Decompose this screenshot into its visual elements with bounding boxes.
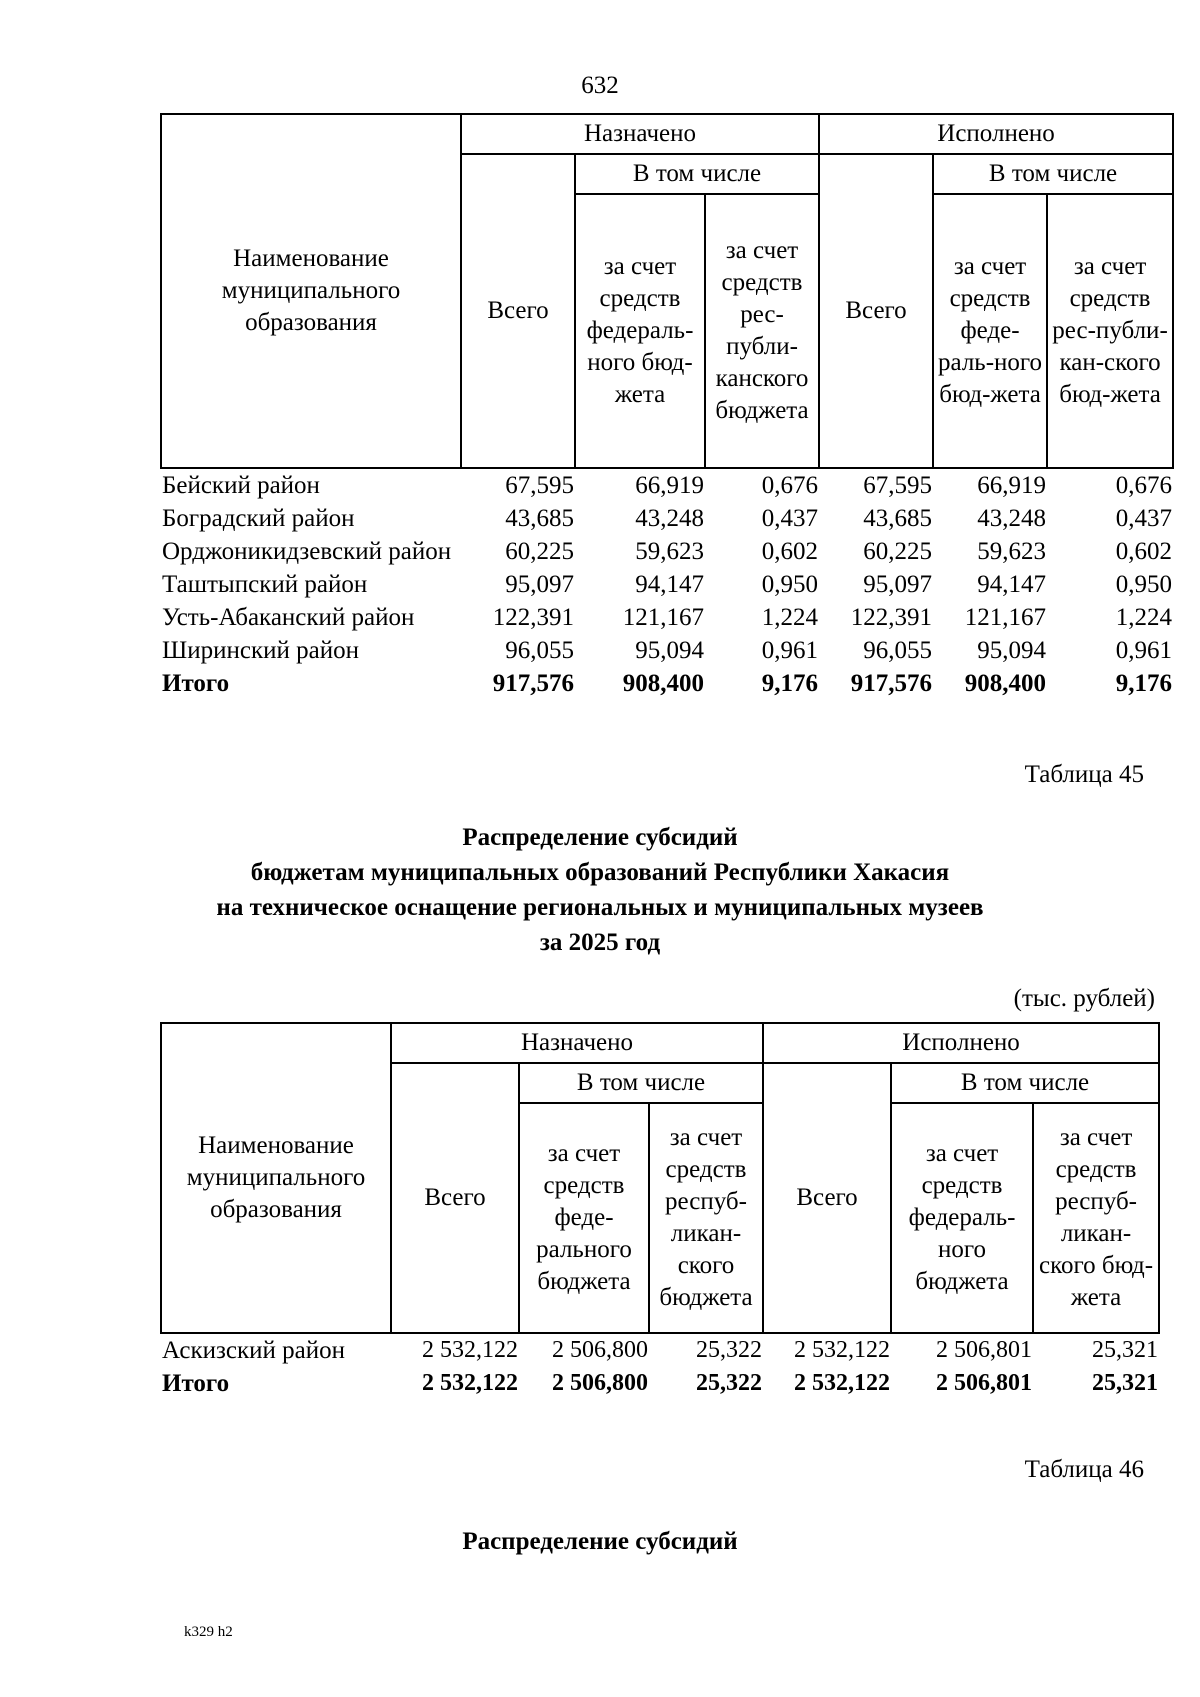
cell-value: 43,248: [635, 505, 704, 532]
cell-value: 95,097: [505, 571, 574, 598]
header-executed-federal: за счет средств феде-раль-ного бюд-жета: [933, 194, 1047, 468]
header-assigned-including: В том числе: [519, 1063, 763, 1103]
cell-value: 2 506,800: [552, 1337, 648, 1363]
cell-value: 95,097: [863, 571, 933, 598]
table-row: [161, 468, 1173, 502]
cell-value: 0,437: [761, 505, 819, 532]
row-name: Таштыпский район: [162, 571, 368, 598]
footer-code: k329 h2: [184, 1624, 233, 1640]
table-45-title: [0, 820, 1200, 960]
units-label: (тыс. рублей): [1013, 985, 1155, 1012]
total-label: Итого: [162, 1370, 230, 1397]
total-value: 908,400: [622, 670, 704, 697]
row-name: Ширинский район: [162, 637, 359, 664]
total-value: 2 506,801: [936, 1370, 1033, 1396]
total-value: 25,321: [1092, 1370, 1159, 1396]
cell-value: 0,602: [1115, 538, 1173, 565]
subsidy-table-45: [160, 1022, 1160, 1400]
row-name: Бейский район: [162, 472, 320, 499]
title-line: за 2025 год: [539, 929, 661, 956]
table-row: [161, 535, 1173, 568]
cell-value: 0,676: [1115, 472, 1173, 499]
cell-value: 59,623: [977, 538, 1047, 565]
header-municipality: Наименование муниципального образования: [161, 114, 461, 468]
total-value: 917,576: [492, 670, 574, 697]
cell-value: 67,595: [505, 472, 574, 499]
header-assigned-republic: за счет средств рес-публи-канского бюджета: [705, 194, 819, 468]
cell-value: 59,623: [635, 538, 704, 565]
header-executed-including: В том числе: [891, 1063, 1159, 1103]
header-executed: Исполнено: [819, 114, 1173, 154]
cell-value: 43,685: [505, 505, 574, 532]
header-assigned: Назначено: [391, 1023, 763, 1063]
row-name: Орджоникидзевский район: [162, 538, 452, 565]
table-row: [161, 634, 1173, 667]
header-municipality: Наименование муниципального образования: [161, 1023, 391, 1333]
header-executed-federal: за счет средств федераль-ного бюджета: [891, 1103, 1033, 1333]
cell-value: 25,322: [696, 1337, 763, 1363]
row-name: Боградский район: [162, 505, 355, 532]
header-executed-republic: за счет средств рес-публи-кан-ского бюд-жета: [1047, 194, 1173, 468]
total-value: 9,176: [1115, 670, 1173, 697]
cell-value: 0,961: [1115, 637, 1173, 664]
cell-value: 43,248: [977, 505, 1047, 532]
total-value: 2 532,122: [794, 1370, 891, 1396]
cell-value: 121,167: [964, 604, 1047, 631]
cell-value: 122,391: [850, 604, 933, 631]
cell-value: 60,225: [863, 538, 933, 565]
cell-value: 0,676: [761, 472, 819, 499]
total-value: 25,322: [696, 1370, 763, 1396]
row-name: Аскизский район: [162, 1337, 346, 1364]
total-row: [161, 667, 1173, 700]
cell-value: 95,094: [635, 637, 704, 664]
cell-value: 66,919: [635, 472, 704, 499]
header-executed-republic: за счет средств респуб-ликан-ского бюд-жета: [1033, 1103, 1159, 1333]
cell-value: 43,685: [863, 505, 933, 532]
table-row: [161, 568, 1173, 601]
total-label: Итого: [162, 670, 230, 697]
table-45-caption: Таблица 45: [1024, 761, 1144, 788]
header-assigned-federal: за счет средств феде-рального бюджета: [519, 1103, 649, 1333]
table-46-caption: Таблица 46: [1024, 1456, 1144, 1483]
title-line: Распределение субсидий: [462, 824, 738, 851]
cell-value: 0,602: [761, 538, 819, 565]
table-46-title: Распределение субсидий: [462, 1528, 738, 1555]
subsidy-table-continued: [160, 113, 1174, 700]
header-assigned-total: Всего: [461, 154, 575, 468]
cell-value: 60,225: [505, 538, 574, 565]
header-assigned-federal: за счет средств федераль-ного бюд-жета: [575, 194, 705, 468]
table-row: [161, 601, 1173, 634]
total-value: 917,576: [850, 670, 933, 697]
cell-value: 96,055: [505, 637, 574, 664]
cell-value: 96,055: [863, 637, 933, 664]
cell-value: 0,950: [761, 571, 819, 598]
header-executed-including: В том числе: [933, 154, 1173, 194]
cell-value: 0,961: [761, 637, 819, 664]
cell-value: 121,167: [622, 604, 704, 631]
header-executed-total: Всего: [763, 1063, 891, 1333]
cell-value: 66,919: [977, 472, 1047, 499]
cell-value: 1,224: [761, 604, 819, 631]
total-value: 9,176: [761, 670, 819, 697]
header-assigned-total: Всего: [391, 1063, 519, 1333]
title-line: на техническое оснащение региональных и муниципальных музеев: [216, 894, 984, 921]
cell-value: 95,094: [977, 637, 1047, 664]
row-name: Усть-Абаканский район: [162, 604, 415, 631]
cell-value: 67,595: [863, 472, 933, 499]
header-executed: Исполнено: [763, 1023, 1159, 1063]
page-number: 632: [581, 72, 619, 99]
cell-value: 122,391: [492, 604, 574, 631]
cell-value: 94,147: [977, 571, 1047, 598]
total-value: 2 506,800: [552, 1370, 648, 1396]
table-row: [161, 502, 1173, 535]
header-executed-total: Всего: [819, 154, 933, 468]
cell-value: 94,147: [635, 571, 704, 598]
cell-value: 2 532,122: [422, 1337, 518, 1363]
title-line: бюджетам муниципальных образований Республики Хакасия: [250, 859, 950, 886]
total-value: 2 532,122: [422, 1370, 518, 1396]
header-assigned-including: В том числе: [575, 154, 819, 194]
total-value: 908,400: [964, 670, 1047, 697]
table-row: [161, 1333, 1159, 1367]
cell-value: 0,950: [1115, 571, 1173, 598]
cell-value: 0,437: [1115, 505, 1173, 532]
header-assigned: Назначено: [461, 114, 819, 154]
cell-value: 2 532,122: [794, 1337, 891, 1363]
cell-value: 2 506,801: [936, 1337, 1033, 1363]
cell-value: 1,224: [1115, 604, 1173, 631]
total-row: [161, 1367, 1159, 1400]
header-assigned-republic: за счет средств респуб-ликан-ского бюджета: [649, 1103, 763, 1333]
cell-value: 25,321: [1092, 1337, 1159, 1363]
